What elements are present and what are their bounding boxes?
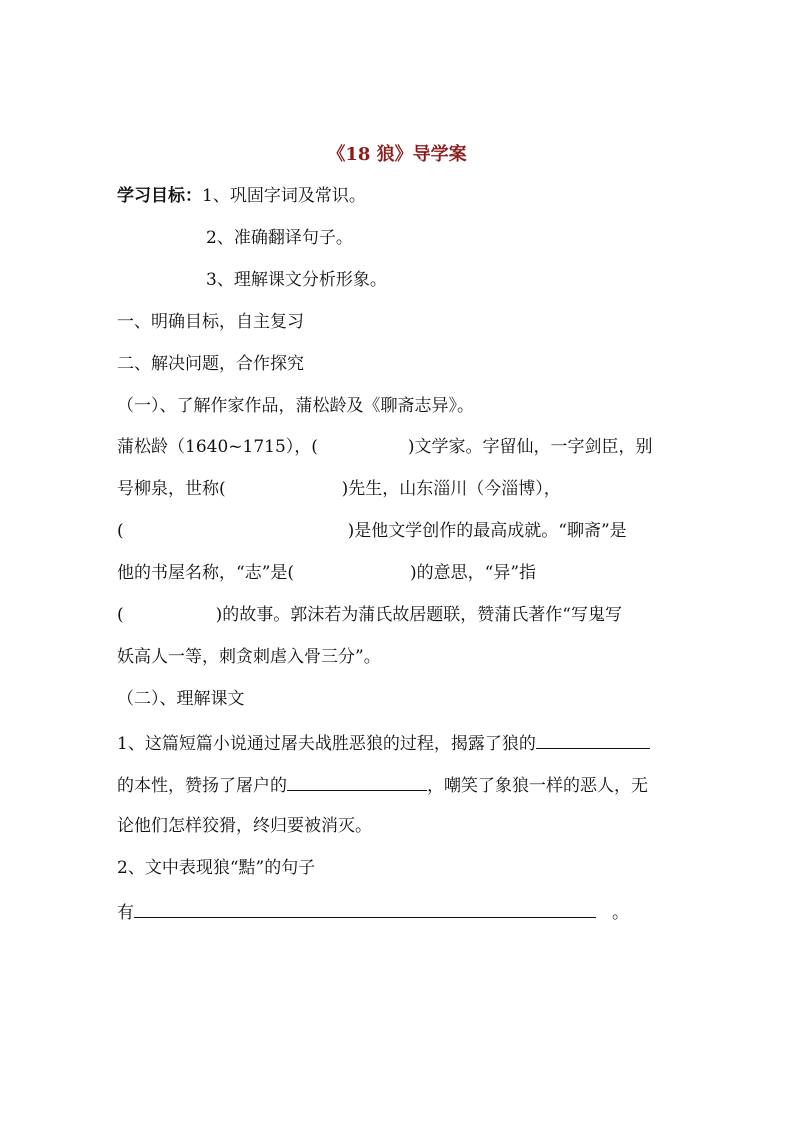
author-line-5: ( )的故事。郭沫若为蒲氏故居题联，赞蒲氏著作“写鬼写: [117, 605, 622, 625]
answer-blank[interactable]: [287, 770, 427, 791]
question-1-line-1: 1、这篇短篇小说通过屠夫战胜恶狼的过程，揭露了狼的: [117, 728, 650, 756]
answer-blank[interactable]: [134, 897, 596, 918]
objectives-line-1: [117, 182, 366, 210]
question-1-line-3: 论他们怎样狡猾，终归要被消灭。: [117, 816, 372, 836]
author-line-6: 妖高人一等，刺贪刺虐入骨三分”。: [117, 647, 381, 667]
subsection-heading: （一）、了解作家作品，蒲松龄及《聊斋志异》。: [117, 396, 474, 416]
author-line-2: 号柳泉，世称( )先生，山东淄川（今淄博），: [117, 479, 561, 499]
author-line-3: ( )是他文学创作的最高成就。“聊斋”是: [117, 521, 627, 541]
question-1-line-2: 的本性，赞扬了屠户的 ，嘲笑了象狼一样的恶人，无: [117, 770, 648, 798]
question-2-line-1: 2、文中表现狼“黠”的句子: [117, 858, 316, 878]
author-line-4: 他的书屋名称，“志”是( )的意思，“异”指: [117, 563, 537, 583]
answer-blank[interactable]: [536, 728, 650, 749]
section-heading: 二、解决问题，合作探究: [117, 354, 304, 374]
page-title: 《18 狼》导学案: [327, 144, 467, 165]
objective-item: 1、巩固字词及常识。: [202, 186, 366, 206]
author-line-1: 蒲松龄（1640~1715），( )文学家。字留仙，一字剑臣，别: [117, 437, 653, 457]
question-2-line-2: 有 。: [117, 897, 629, 925]
objective-item: 2、准确翻译句子。: [206, 228, 353, 248]
objective-item: 3、理解课文分析形象。: [206, 270, 387, 290]
section-heading: 一、明确目标，自主复习: [117, 312, 304, 332]
subsection-heading: （二）、理解课文: [117, 689, 245, 709]
objectives-label: 学习目标：: [117, 186, 202, 206]
